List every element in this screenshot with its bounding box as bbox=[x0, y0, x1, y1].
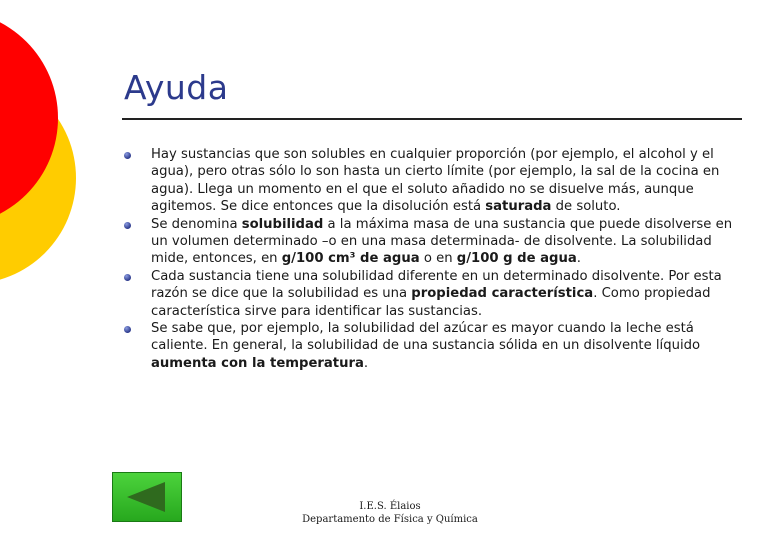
bullet-text: a la máxima masa de una sustancia que puede disolverse en un volumen determinado –o en una masa determinada- de disolvente. La solubilidad mide, entonces, en bbox=[151, 216, 733, 267]
bold-term: aumenta con la temperatura bbox=[151, 355, 364, 371]
bullet-text: . bbox=[576, 251, 581, 267]
back-button[interactable] bbox=[112, 472, 182, 522]
bullet-item bbox=[124, 146, 740, 216]
bullet-list bbox=[124, 146, 740, 372]
bold-term: solubilidad bbox=[241, 216, 324, 232]
back-arrow-icon bbox=[113, 473, 181, 521]
slide-title: Ayuda bbox=[124, 68, 229, 107]
bullet-text: . bbox=[363, 355, 369, 371]
title-divider bbox=[122, 118, 742, 120]
bullet-text: Se denomina bbox=[151, 216, 242, 232]
bold-term: g/100 g de agua bbox=[456, 251, 577, 267]
bold-term: propiedad característica bbox=[411, 286, 594, 302]
footer-school: I.E.S. Élaios bbox=[359, 501, 421, 512]
bullet-item bbox=[124, 268, 740, 320]
bullet-item bbox=[124, 216, 740, 268]
bullet-text: Hay sustancias que son solubles en cualquier proporción (por ejemplo, el alcohol y el agua), pero otras sólo lo son hasta un cierto límite (por ejemplo, la sal de la cocina en agua). Llega un momento en el que el soluto añadido no se disuelve más, aunque agitemos. Se dice entonces que la disolución está bbox=[151, 147, 720, 215]
bold-term: g/100 cm³ de agua bbox=[281, 251, 420, 267]
bullet-dot-icon bbox=[124, 222, 131, 229]
bullet-text: de soluto. bbox=[551, 199, 621, 215]
bold-term: saturada bbox=[485, 199, 552, 215]
bullet-item bbox=[124, 320, 740, 372]
bullet-text: o en bbox=[419, 251, 457, 267]
bullet-dot-icon bbox=[124, 152, 131, 159]
bullet-text: Cada sustancia tiene una solubilidad diferente en un determinado disolvente. Por esta razón se dice que la solubilidad es una bbox=[151, 268, 722, 302]
bullet-text: . Como propiedad característica sirve para identificar las sustancias. bbox=[151, 286, 711, 319]
bullet-text: Se sabe que, por ejemplo, la solubilidad del azúcar es mayor cuando la leche está caliente. En general, la solubilidad de una sustancia sólida en un disolvente líquido bbox=[151, 321, 701, 354]
decorative-circles bbox=[0, 0, 120, 320]
footer-department: Departamento de Física y Química bbox=[302, 514, 478, 525]
footer bbox=[290, 500, 490, 526]
bullet-dot-icon bbox=[124, 326, 131, 333]
bullet-dot-icon bbox=[124, 274, 131, 281]
